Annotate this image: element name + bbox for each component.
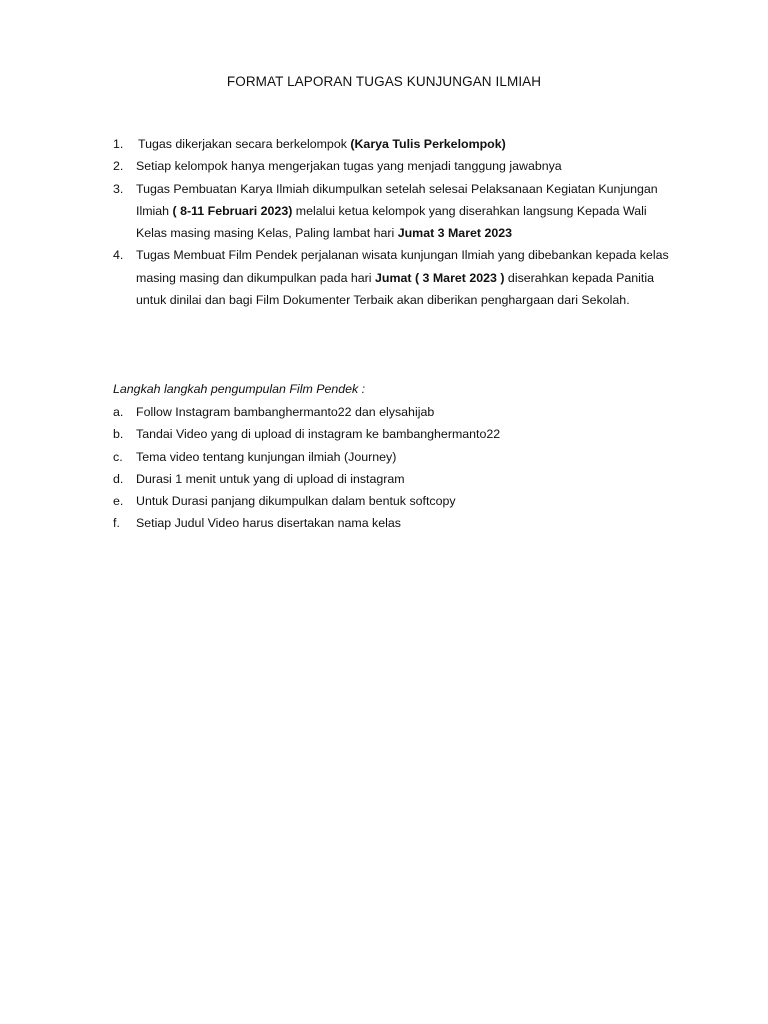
task-text-bold: Jumat 3 Maret 2023: [397, 226, 513, 241]
task-text-part: melalui ketua kelompok yang diserahkan langsung Kepada Wali Kelas masing masing Kelas, Paling lambat hari: [136, 203, 647, 241]
task-item-4: [113, 244, 676, 311]
list-letter: a.: [113, 405, 124, 419]
steps-list: [113, 401, 676, 535]
step-text: Tandai Video yang di upload di instagram ke bambanghermanto22: [136, 427, 501, 442]
list-number: 1.: [113, 137, 124, 151]
step-text: Untuk Durasi panjang dikumpulkan dalam bentuk softcopy: [136, 494, 456, 509]
step-item: [113, 423, 676, 445]
task-text: [136, 248, 669, 307]
list-letter: b.: [113, 427, 124, 442]
task-text-part: diserahkan kepada Panitia untuk dinilai dan bagi Film Dokumenter Terbaik akan diberikan penghargaan dari Sekolah.: [136, 270, 654, 308]
task-text-bold: Jumat ( 3 Maret 2023 ): [375, 270, 505, 285]
step-text: Follow Instagram bambanghermanto22 dan elysahijab: [136, 405, 435, 419]
task-item-2: [113, 155, 676, 177]
task-list: [113, 133, 676, 311]
step-text: Tema video tentang kunjungan ilmiah (Journey): [136, 449, 397, 464]
step-text: Setiap Judul Video harus disertakan nama kelas: [136, 516, 401, 531]
step-item: [113, 446, 676, 468]
step-item: [113, 468, 676, 490]
task-text-part: Tugas Membuat Film Pendek perjalanan wisata kunjungan Ilmiah yang dibebankan kepada kelas masing masing dan dikumpulkan pada hari: [136, 248, 669, 285]
task-item-1: [113, 133, 676, 155]
task-text: [136, 182, 658, 241]
step-item: [113, 512, 676, 534]
task-item-3: [113, 178, 676, 245]
task-text: Setiap kelompok hanya mengerjakan tugas yang menjadi tanggung jawabnya: [136, 159, 562, 174]
document-title: FORMAT LAPORAN TUGAS KUNJUNGAN ILMIAH: [226, 74, 542, 89]
list-number: 2.: [113, 159, 124, 174]
list-letter: f.: [113, 516, 120, 531]
task-text-part: Tugas dikerjakan secara berkelompok: [138, 137, 351, 151]
task-text: [138, 137, 506, 151]
steps-heading: Langkah langkah pengumpulan Film Pendek :: [113, 382, 366, 396]
list-letter: d.: [113, 471, 124, 486]
task-text-part: Tugas Pembuatan Karya Ilmiah dikumpulkan setelah selesai Pelaksanaan Kegiatan Kunjungan Ilmiah: [136, 181, 658, 218]
task-text-bold: ( 8-11 Februari 2023): [172, 203, 293, 218]
task-text-bold: (Karya Tulis Perkelompok): [350, 137, 506, 151]
step-item: [113, 490, 676, 512]
list-letter: e.: [113, 494, 124, 509]
list-number: 4.: [113, 248, 124, 263]
step-item: [113, 401, 676, 423]
list-number: 3.: [113, 181, 124, 196]
step-text: Durasi 1 menit untuk yang di upload di instagram: [136, 471, 405, 486]
list-letter: c.: [113, 449, 123, 464]
